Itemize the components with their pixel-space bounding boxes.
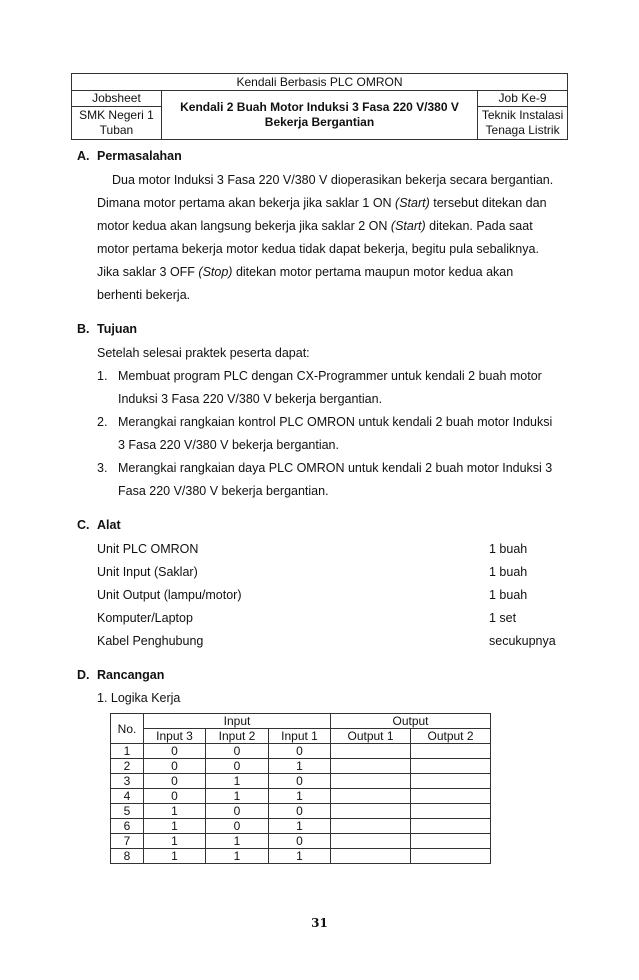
table-row xyxy=(111,849,491,864)
equipment-name: Unit PLC OMRON xyxy=(97,542,199,556)
list-item-line: 3 Fasa 220 V/380 V bekerja bergantian. xyxy=(118,438,339,452)
table-cell xyxy=(331,819,411,834)
table-row xyxy=(111,789,491,804)
list-item-line: Merangkai rangkaian daya PLC OMRON untuk kendali 2 buah motor Induksi 3 xyxy=(118,461,553,475)
equipment-qty: 1 buah xyxy=(489,542,528,556)
header-table xyxy=(71,73,568,140)
table-cell: 3 xyxy=(111,774,144,789)
table-cell: 0 xyxy=(144,789,206,804)
header-job-title-line1: Kendali 2 Buah Motor Induksi 3 Fasa 220 V/380 V xyxy=(180,100,459,114)
table-cell xyxy=(411,744,491,759)
list-item-number: 1. xyxy=(97,369,108,383)
table-cell: 1 xyxy=(144,819,206,834)
list-item-line: Membuat program PLC dengan CX-Programmer untuk kendali 2 buah motor xyxy=(118,369,542,383)
logic-table xyxy=(110,713,491,864)
table-cell: 1 xyxy=(111,744,144,759)
table-cell: 1 xyxy=(144,834,206,849)
equipment-name: Kabel Penghubung xyxy=(97,634,204,648)
list-item-number: 3. xyxy=(97,461,108,475)
logic-header-input: Input xyxy=(144,714,331,729)
table-cell: 0 xyxy=(269,774,331,789)
table-cell: 1 xyxy=(269,849,331,864)
section-d-letter: D. xyxy=(77,668,90,682)
equipment-qty: 1 set xyxy=(489,611,517,625)
table-cell: 0 xyxy=(269,804,331,819)
table-cell: 1 xyxy=(269,819,331,834)
table-cell xyxy=(411,759,491,774)
table-cell: 1 xyxy=(206,789,269,804)
section-a-line6: berhenti bekerja. xyxy=(97,288,191,302)
table-cell xyxy=(331,759,411,774)
table-cell: 0 xyxy=(206,819,269,834)
equipment-name: Unit Output (lampu/motor) xyxy=(97,588,242,602)
logic-col-header: Input 2 xyxy=(206,729,269,744)
table-cell xyxy=(411,819,491,834)
table-cell: 1 xyxy=(144,804,206,819)
table-cell xyxy=(331,744,411,759)
table-cell xyxy=(331,774,411,789)
table-cell xyxy=(331,834,411,849)
section-a-letter: A. xyxy=(77,149,90,163)
table-cell: 6 xyxy=(111,819,144,834)
header-department-line2: Tenaga Listrik xyxy=(485,123,560,137)
logic-header-output: Output xyxy=(331,714,491,729)
equipment-name: Komputer/Laptop xyxy=(97,611,193,625)
table-row xyxy=(111,744,491,759)
section-d-title: Rancangan xyxy=(97,668,165,682)
table-cell: 2 xyxy=(111,759,144,774)
table-cell xyxy=(411,834,491,849)
section-d-subtitle: 1. Logika Kerja xyxy=(97,691,181,705)
table-cell: 7 xyxy=(111,834,144,849)
table-cell: 4 xyxy=(111,789,144,804)
logic-col-header: Output 2 xyxy=(411,729,491,744)
table-row xyxy=(111,774,491,789)
logic-col-header: Input 1 xyxy=(269,729,331,744)
header-school xyxy=(72,107,162,140)
table-row xyxy=(111,804,491,819)
header-school-line1: SMK Negeri 1 xyxy=(79,108,154,122)
section-a-line3: motor kedua akan langsung bekerja jika saklar 2 ON (Start) ditekan. Pada saat xyxy=(97,219,533,233)
list-item-number: 2. xyxy=(97,415,108,429)
logic-header-no: No. xyxy=(111,714,144,744)
list-item-line: Merangkai rangkaian kontrol PLC OMRON untuk kendali 2 buah motor Induksi xyxy=(118,415,553,429)
table-cell: 1 xyxy=(206,834,269,849)
header-top-title: Kendali Berbasis PLC OMRON xyxy=(72,74,568,91)
header-department xyxy=(478,107,568,140)
page-number: 31 xyxy=(311,916,328,930)
table-cell: 0 xyxy=(269,744,331,759)
equipment-name: Unit Input (Saklar) xyxy=(97,565,198,579)
table-cell: 1 xyxy=(269,789,331,804)
table-cell: 0 xyxy=(144,774,206,789)
table-cell: 0 xyxy=(206,744,269,759)
equipment-qty: 1 buah xyxy=(489,565,528,579)
table-cell: 1 xyxy=(206,774,269,789)
section-c-title: Alat xyxy=(97,518,121,532)
section-a-line5: Jika saklar 3 OFF (Stop) ditekan motor pertama maupun motor kedua akan xyxy=(97,265,514,279)
table-cell xyxy=(411,804,491,819)
table-row xyxy=(111,759,491,774)
section-c-letter: C. xyxy=(77,518,90,532)
section-b-title: Tujuan xyxy=(97,322,138,336)
header-job-title xyxy=(161,91,477,140)
table-cell: 0 xyxy=(144,744,206,759)
logic-col-header: Output 1 xyxy=(331,729,411,744)
table-cell xyxy=(411,774,491,789)
section-a-line2: Dimana motor pertama akan bekerja jika saklar 1 ON (Start) tersebut ditekan dan xyxy=(97,196,547,210)
section-a-line1: Dua motor Induksi 3 Fasa 220 V/380 V dioperasikan bekerja secara bergantian. xyxy=(112,173,554,187)
equipment-qty: 1 buah xyxy=(489,588,528,602)
section-b-letter: B. xyxy=(77,322,90,336)
section-b-intro: Setelah selesai praktek peserta dapat: xyxy=(97,346,310,360)
table-row xyxy=(111,834,491,849)
header-department-line1: Teknik Instalasi xyxy=(481,108,564,122)
section-a-line4: motor pertama bekerja motor kedua tidak dapat bekerja, begitu pula sebaliknya. xyxy=(97,242,539,256)
table-cell: 1 xyxy=(206,849,269,864)
header-job-number: Job Ke-9 xyxy=(478,91,568,107)
table-row xyxy=(111,819,491,834)
header-job-title-line2: Bekerja Bergantian xyxy=(264,115,375,129)
list-item-line: Induksi 3 Fasa 220 V/380 V bekerja bergantian. xyxy=(118,392,383,406)
header-school-line2: Tuban xyxy=(99,123,134,137)
table-cell xyxy=(411,789,491,804)
table-cell xyxy=(411,849,491,864)
table-cell: 1 xyxy=(144,849,206,864)
table-cell: 0 xyxy=(269,834,331,849)
table-cell: 8 xyxy=(111,849,144,864)
logic-col-header: Input 3 xyxy=(144,729,206,744)
table-cell xyxy=(331,849,411,864)
header-jobsheet: Jobsheet xyxy=(72,91,162,107)
table-cell: 1 xyxy=(269,759,331,774)
table-cell: 0 xyxy=(206,804,269,819)
table-cell: 5 xyxy=(111,804,144,819)
equipment-qty: secukupnya xyxy=(489,634,556,648)
table-cell: 0 xyxy=(206,759,269,774)
section-a-title: Permasalahan xyxy=(97,149,182,163)
list-item-line: Fasa 220 V/380 V bekerja bergantian. xyxy=(118,484,329,498)
table-cell xyxy=(331,789,411,804)
table-cell xyxy=(331,804,411,819)
table-cell: 0 xyxy=(144,759,206,774)
